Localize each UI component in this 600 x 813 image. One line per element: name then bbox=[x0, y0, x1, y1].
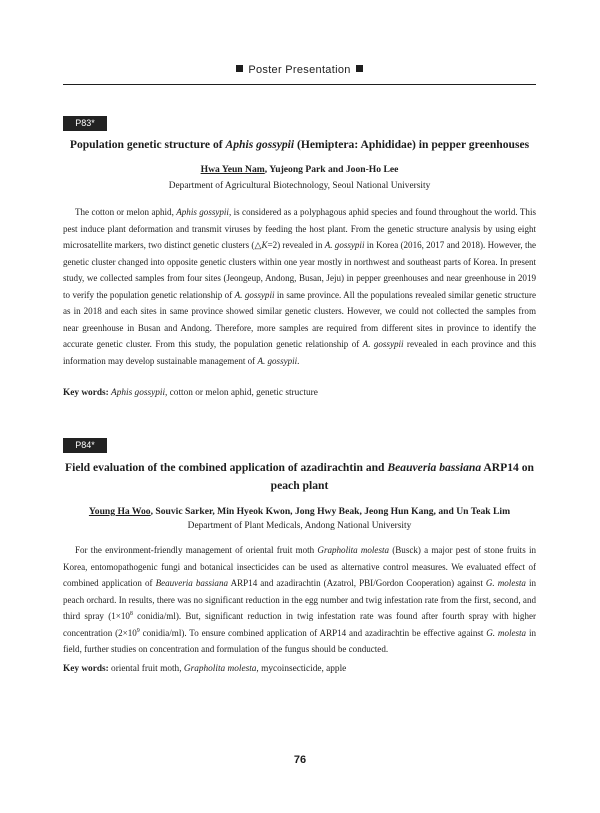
poster-title: Field evaluation of the combined application of azadirachtin and Beauveria bassiana ARP14 on peach plant bbox=[65, 461, 534, 492]
poster-affiliation: Department of Agricultural Biotechnology, Seoul National University bbox=[168, 181, 431, 191]
section-header-title: Poster Presentation bbox=[248, 64, 351, 76]
page-number: 76 bbox=[293, 754, 307, 766]
poster-code-badge: P83* bbox=[63, 116, 107, 131]
poster-keywords: Key words: oriental fruit moth, Grapholita molesta, mycoinsecticide, apple bbox=[63, 664, 347, 674]
first-author: Hwa Yeun Nam bbox=[200, 164, 265, 175]
poster-authors: Hwa Yeun Nam, Yujeong Park and Joon-Ho Lee bbox=[200, 164, 399, 175]
first-author: Young Ha Woo bbox=[88, 506, 151, 517]
header-rule bbox=[63, 84, 536, 85]
poster-title: Population genetic structure of Aphis gossypii (Hemiptera: Aphididae) in pepper greenhouses bbox=[69, 138, 530, 151]
section-header bbox=[63, 64, 536, 76]
poster-keywords: Key words: Aphis gossypii, cotton or melon aphid, genetic structure bbox=[63, 388, 318, 398]
poster-abstract: For the environment-friendly management of oriental fruit moth Grapholita molesta (Busck) a major pest of stone fruits in Korea, entomopathogenic fungi and botanical insecticides can be used as alternative control measures. We evaluated effect of combined application of Beauveria bassiana ARP14 and azadirachtin (Azatrol, PBI/Gordon Cooperation) against G. molesta in peach orchard. In results, there was no significant reduction in the egg number and twig infestation rate from the first, second, and third spray ($1\times 10^8$ conidia/ml). But, significant reduction in twig infestation rate was found after fourth spray with higher concentration ($2\times 10^9$ conidia/ml). To ensure combined application of ARP14 and azadirachtin be effective against G. molesta in field, further studies on concentration and formulation of the fungus should be conducted. bbox=[63, 545, 536, 654]
square-bullet-icon bbox=[236, 65, 243, 72]
poster-authors: Young Ha Woo, Souvic Sarker, Min Hyeok Kwon, Jong Hwy Beak, Jeong Hun Kang, and Un Teak Lim bbox=[88, 506, 511, 517]
square-bullet-icon bbox=[356, 65, 363, 72]
poster-affiliation: Department of Plant Medicals, Andong National University bbox=[187, 521, 412, 531]
poster-code-badge: P84* bbox=[63, 438, 107, 453]
poster-abstract: The cotton or melon aphid, Aphis gossypii, is considered as a polyphagous aphid species and found throughout the world. This pest induce plant deformation and transmit viruses by feeding the host plant. From the genetic structure analysis by using eight microsatellite markers, two distinct genetic clusters (△K=2) revealed in A. gossypii in Korea (2016, 2017 and 2018). However, the genetic cluster changed into opposite genetic clusters within one year mostly in northwest and southeast parts of Korea. In present study, we collected samples from four sites (Jeongeup, Andong, Busan, Jeju) in pepper greenhouses and near greenhouse in 2019 to verify the population genetic relationship of A. gossypii in same province. All the populations revealed similar genetic structure as in 2018 and each sites in same province showed similar genetic clusters. However, we could not collected the samples from near greenhouse in Busan and Andong. Therefore, more samples are required from different sites in province to identify the accurate genetic cluster. From this study, the population genetic relationship of A. gossypii revealed in each province and this information may develop sustainable management of A. gossypii. bbox=[63, 207, 537, 366]
